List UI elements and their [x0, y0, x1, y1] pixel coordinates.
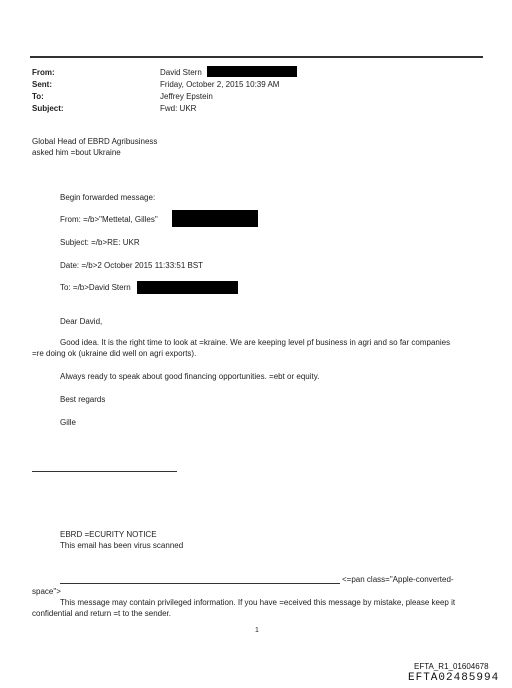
forward-from: From: =/b>"Mettetal, Gilles": [60, 215, 158, 224]
sent-label: Sent:: [32, 80, 52, 89]
redaction-box: [207, 66, 297, 77]
to-label: To:: [32, 92, 44, 101]
security-notice-title: EBRD =ECURITY NOTICE: [60, 530, 157, 539]
from-label: From:: [32, 68, 55, 77]
privileged-line-2: confidential and return =t to the sender.: [32, 609, 171, 618]
intro-line-1: Global Head of EBRD Agribusiness: [32, 137, 158, 146]
greeting: Dear David,: [60, 317, 103, 326]
body-para-1-line-2: =re doing ok (ukraine did well on agri exports).: [32, 349, 197, 358]
to-value: Jeffrey Epstein: [160, 92, 213, 101]
signature-separator: [32, 471, 177, 472]
space-fragment: space">: [32, 587, 61, 596]
signature: Gille: [60, 418, 77, 427]
notice-separator: [60, 583, 340, 584]
intro-line-2: asked him =bout Ukraine: [32, 148, 121, 157]
page-number: 1: [255, 627, 259, 634]
from-value: David Stern: [160, 68, 202, 77]
header-top-rule: [30, 56, 483, 58]
document-id: EFTA_R1_01604678: [414, 662, 489, 671]
redaction-box: [172, 210, 258, 227]
forward-subject: Subject: =/b>RE: UKR: [60, 238, 140, 247]
best-regards: Best regards: [60, 395, 106, 404]
subject-label: Subject:: [32, 104, 64, 113]
privileged-line-1: This message may contain privileged information. If you have =eceived this message by mistake, please keep it: [60, 598, 456, 607]
forward-begin: Begin forwarded message:: [60, 193, 156, 202]
forward-to: To: =/b>David Stern: [60, 283, 131, 292]
redaction-box: [137, 281, 238, 294]
body-para-2: Always ready to speak about good financing opportunities. =ebt or equity.: [60, 372, 320, 381]
forward-date: Date: =/b>2 October 2015 11:33:51 BST: [60, 261, 204, 270]
sent-value: Friday, October 2, 2015 10:39 AM: [160, 80, 280, 89]
body-para-1-line-1: Good idea. It is the right time to look at =kraine. We are keeping level pf business in agri and so far companies: [60, 338, 451, 347]
bates-number: EFTA02485994: [408, 672, 500, 684]
span-fragment: <=pan class="Apple-converted-: [342, 575, 454, 584]
virus-scanned-note: This email has been virus scanned: [60, 541, 184, 550]
subject-value: Fwd: UKR: [160, 104, 197, 113]
